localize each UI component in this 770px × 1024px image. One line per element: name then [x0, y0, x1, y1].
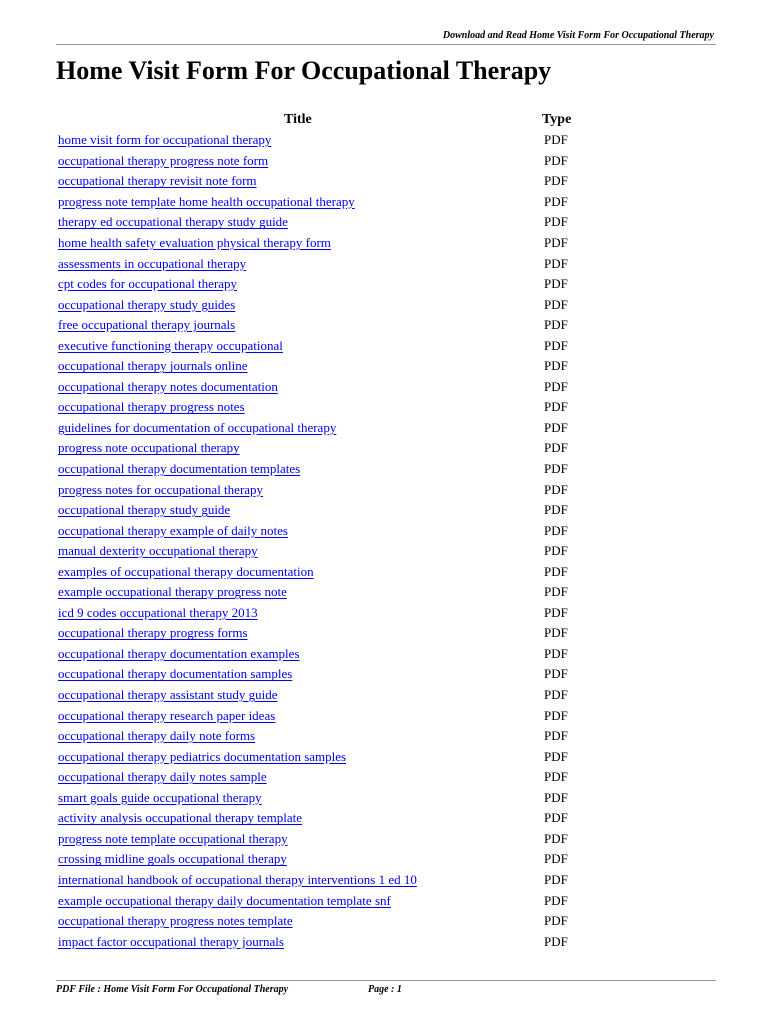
document-type-label: PDF: [544, 933, 568, 949]
list-item: [58, 438, 658, 459]
list-item: [58, 171, 658, 192]
document-link[interactable]: occupational therapy revisit note form: [58, 173, 257, 189]
document-type-label: PDF: [544, 502, 568, 518]
document-link[interactable]: progress note occupational therapy: [58, 440, 240, 456]
document-type-label: PDF: [544, 543, 568, 559]
document-link[interactable]: manual dexterity occupational therapy: [58, 543, 258, 559]
footer-file-label: PDF File : Home Visit Form For Occupational Therapy: [56, 984, 289, 995]
list-item: [58, 459, 658, 480]
document-type-label: PDF: [544, 173, 568, 189]
document-link[interactable]: therapy ed occupational therapy study guide: [58, 214, 288, 230]
list-item: [58, 500, 658, 521]
document-type-label: PDF: [544, 522, 568, 538]
document-type-label: PDF: [544, 892, 568, 908]
list-item: [58, 623, 658, 644]
document-link[interactable]: home health safety evaluation physical therapy form: [58, 235, 331, 250]
document-link[interactable]: occupational therapy journals online: [58, 358, 248, 374]
document-link[interactable]: occupational therapy progress notes: [58, 399, 245, 415]
document-type-label: PDF: [544, 276, 568, 292]
list-item: [58, 582, 658, 603]
list-item: [58, 870, 658, 891]
document-type-label: PDF: [544, 769, 568, 785]
document-type-label: PDF: [544, 810, 568, 826]
list-item: [58, 705, 658, 726]
list-item: [58, 233, 658, 254]
list-item: [58, 192, 658, 213]
list-item: [58, 274, 658, 295]
document-link[interactable]: occupational therapy research paper ideas: [58, 707, 276, 723]
list-item: [58, 356, 658, 377]
list-item: [58, 151, 658, 172]
document-link[interactable]: occupational therapy documentation samples: [58, 666, 293, 682]
list-item: [58, 212, 658, 233]
document-link[interactable]: occupational therapy study guide: [58, 502, 231, 518]
document-link[interactable]: assessments in occupational therapy: [58, 255, 247, 271]
list-item: [58, 911, 658, 932]
document-type-label: PDF: [544, 748, 568, 764]
document-link[interactable]: example occupational therapy daily documentation template snf: [58, 892, 391, 908]
list-item: [58, 520, 658, 541]
document-type-label: PDF: [544, 871, 568, 887]
document-link[interactable]: crossing midline goals occupational therapy: [58, 851, 287, 867]
list-item: [58, 644, 658, 665]
list-item: [58, 664, 658, 685]
list-item: [58, 726, 658, 747]
document-link[interactable]: cpt codes for occupational therapy: [58, 276, 238, 292]
document-list: [58, 130, 658, 952]
list-item: [58, 315, 658, 336]
document-link[interactable]: activity analysis occupational therapy template: [58, 810, 303, 826]
document-link[interactable]: examples of occupational therapy documentation: [58, 563, 314, 579]
document-type-label: PDF: [544, 317, 568, 333]
document-link[interactable]: smart goals guide occupational therapy: [58, 789, 262, 805]
list-item: [58, 829, 658, 850]
document-type-label: PDF: [544, 214, 568, 230]
list-item: [58, 479, 658, 500]
document-link[interactable]: free occupational therapy journals: [58, 317, 236, 333]
list-item: [58, 808, 658, 829]
document-link[interactable]: occupational therapy study guides: [58, 296, 236, 312]
document-type-label: PDF: [544, 235, 568, 250]
list-item: [58, 294, 658, 315]
list-item: [58, 377, 658, 398]
document-type-label: PDF: [544, 193, 568, 209]
list-item: [58, 603, 658, 624]
list-item: [58, 788, 658, 809]
document-type-label: PDF: [544, 830, 568, 846]
page-title: Home Visit Form For Occupational Therapy: [56, 56, 552, 85]
document-link[interactable]: occupational therapy daily notes sample: [58, 769, 267, 785]
document-link[interactable]: executive functioning therapy occupational: [58, 337, 283, 353]
document-link[interactable]: international handbook of occupational therapy interventions 1 ed 10: [58, 871, 417, 887]
document-link[interactable]: occupational therapy pediatrics documentation samples: [58, 748, 347, 764]
list-item: [58, 890, 658, 911]
document-link[interactable]: occupational therapy progress notes template: [58, 913, 293, 929]
document-type-label: PDF: [544, 255, 568, 271]
document-type-label: PDF: [544, 913, 568, 929]
document-type-label: PDF: [544, 666, 568, 682]
document-type-label: PDF: [544, 563, 568, 579]
document-link[interactable]: occupational therapy progress note form: [58, 152, 269, 168]
list-item: [58, 746, 658, 767]
document-type-label: PDF: [544, 584, 568, 600]
document-link[interactable]: occupational therapy notes documentation: [58, 378, 278, 394]
document-link[interactable]: progress notes for occupational therapy: [58, 481, 264, 497]
footer-divider: [56, 980, 716, 981]
document-type-label: PDF: [544, 789, 568, 805]
document-link[interactable]: occupational therapy documentation templates: [58, 461, 301, 477]
list-item: [58, 561, 658, 582]
document-link[interactable]: occupational therapy progress forms: [58, 625, 248, 641]
document-type-label: PDF: [544, 132, 568, 148]
document-type-label: PDF: [544, 625, 568, 641]
document-link[interactable]: progress note template home health occupational therapy: [58, 193, 355, 209]
document-link[interactable]: occupational therapy example of daily notes: [58, 522, 288, 538]
document-link[interactable]: guidelines for documentation of occupational therapy: [58, 419, 337, 435]
column-header-title: Title: [284, 112, 312, 127]
document-link[interactable]: occupational therapy assistant study guide: [58, 687, 278, 703]
document-link[interactable]: occupational therapy documentation examples: [58, 645, 300, 661]
document-type-label: PDF: [544, 399, 568, 415]
document-type-label: PDF: [544, 851, 568, 867]
list-item: [58, 397, 658, 418]
document-link[interactable]: progress note template occupational therapy: [58, 830, 288, 846]
header-divider: [56, 44, 716, 45]
document-type-label: PDF: [544, 419, 568, 435]
list-item: [58, 253, 658, 274]
document-type-label: PDF: [544, 481, 568, 497]
list-item: [58, 849, 658, 870]
document-type-label: PDF: [544, 645, 568, 661]
document-type-label: PDF: [544, 461, 568, 477]
document-link[interactable]: home visit form for occupational therapy: [58, 132, 272, 148]
document-type-label: PDF: [544, 337, 568, 353]
document-type-label: PDF: [544, 358, 568, 374]
document-type-label: PDF: [544, 707, 568, 723]
document-type-label: PDF: [544, 378, 568, 394]
document-link[interactable]: impact factor occupational therapy journals: [58, 933, 284, 949]
document-link[interactable]: example occupational therapy progress note: [58, 584, 287, 600]
column-header-type: Type: [542, 112, 572, 127]
list-item: [58, 541, 658, 562]
document-type-label: PDF: [544, 152, 568, 168]
list-item: [58, 767, 658, 788]
list-item: [58, 931, 658, 952]
running-header: Download and Read Home Visit Form For Occupational Therapy: [442, 30, 714, 41]
list-item: [58, 418, 658, 439]
document-link[interactable]: icd 9 codes occupational therapy 2013: [58, 604, 258, 620]
document-type-label: PDF: [544, 440, 568, 456]
footer-page-number: Page : 1: [368, 984, 402, 995]
list-item: [58, 130, 658, 151]
document-type-label: PDF: [544, 728, 568, 744]
document-link[interactable]: occupational therapy daily note forms: [58, 728, 256, 744]
document-type-label: PDF: [544, 296, 568, 312]
document-type-label: PDF: [544, 687, 568, 703]
list-item: [58, 685, 658, 706]
document-type-label: PDF: [544, 604, 568, 620]
list-item: [58, 335, 658, 356]
